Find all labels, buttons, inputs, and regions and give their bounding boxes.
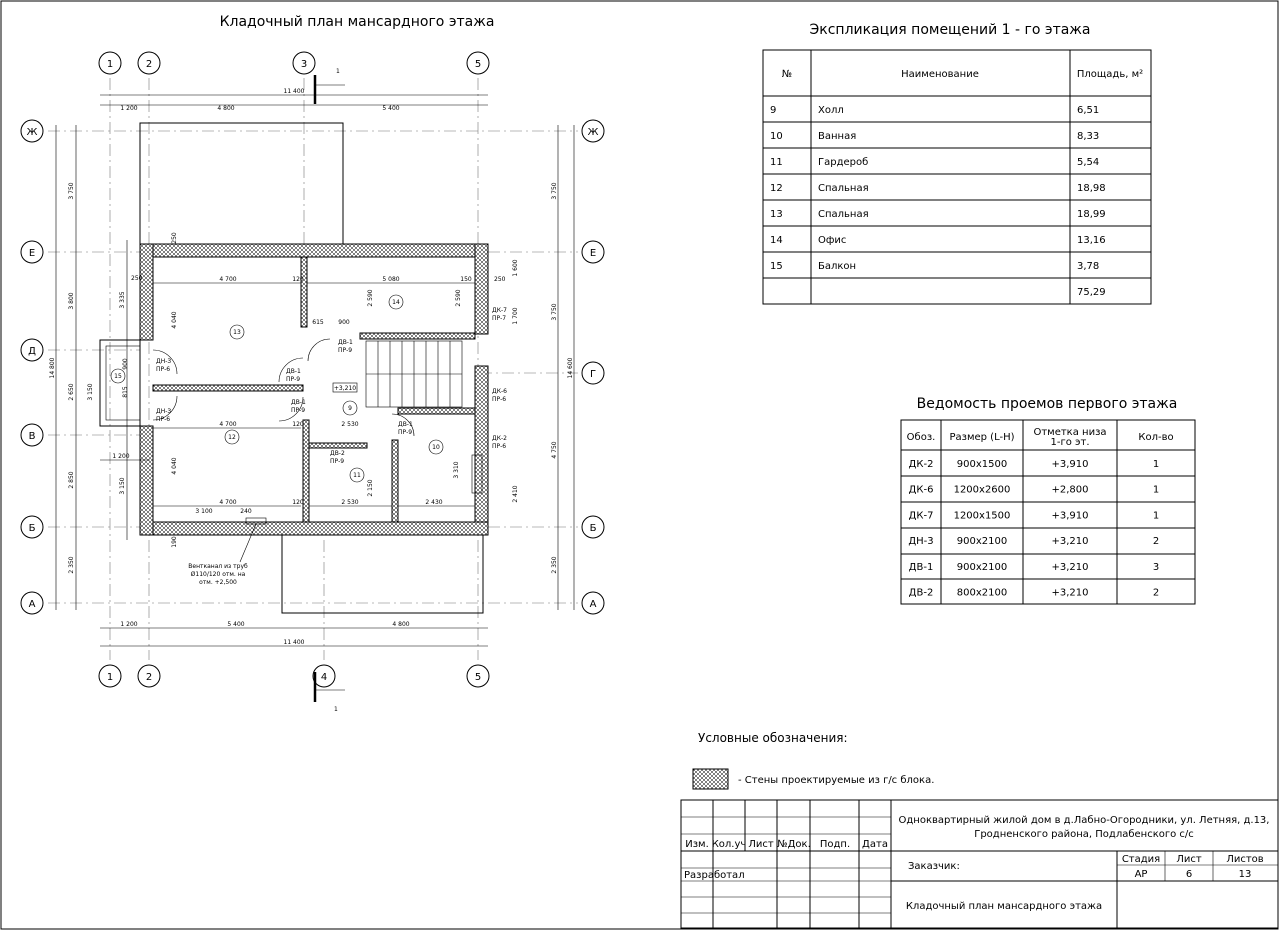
openings-cell: +3,210 [1051, 536, 1089, 548]
opening-label: ДН-3 [156, 408, 172, 415]
openings-cell: +3,910 [1051, 459, 1089, 470]
wall-north [140, 244, 488, 257]
openings-cell: ДК-2 [908, 459, 934, 470]
dim-interior: 1 600 [512, 259, 519, 277]
explication-cell: 13 [770, 209, 783, 220]
explication-cell: 9 [770, 105, 777, 116]
stamp-sheets: 13 [1238, 869, 1252, 880]
axis-label: 4 [320, 672, 328, 683]
wall-interior-11-top [309, 443, 367, 448]
stamp-developer: Разработал [684, 870, 745, 881]
opening-label: ДН-3 [156, 358, 172, 365]
dim-left-4: 2 850 [68, 471, 75, 489]
dim-interior: 150 [460, 276, 472, 283]
dim-bottom-3: 4 800 [392, 621, 410, 628]
section-label: 1 [336, 68, 340, 75]
level-mark: +3,210 [333, 385, 357, 392]
dim-interior: 900 [122, 358, 129, 370]
balcony-inner [106, 346, 140, 420]
explication-cell: Холл [818, 105, 844, 116]
opening-label: ПР-9 [330, 458, 345, 465]
explication-header: Площадь, м² [1076, 69, 1144, 80]
openings-cell: +3,210 [1051, 561, 1089, 573]
opening-label: ДК-6 [492, 388, 507, 395]
axis-label: А [28, 599, 36, 610]
opening-label: ДВ-1 [338, 339, 353, 346]
stamp-col: Изм. [685, 839, 709, 850]
explication-cell: 5,54 [1077, 157, 1100, 168]
dim-right-outer: 14 600 [567, 357, 574, 379]
dim-interior: 2 530 [341, 499, 359, 506]
room-number: 14 [392, 299, 400, 306]
explication-cell: Ванная [818, 131, 857, 142]
explication-cell: 75,29 [1077, 287, 1106, 298]
dim-bottom-1: 1 200 [120, 621, 138, 628]
wall-interior-11-west [303, 420, 309, 522]
dim-interior: 4 700 [219, 276, 237, 283]
plan-title: Кладочный план мансардного этажа [219, 14, 495, 30]
wall-west-lower [140, 426, 153, 535]
axis-label: 5 [474, 672, 482, 683]
openings-cell: 2 [1152, 587, 1160, 599]
explication-cell: Офис [818, 235, 847, 246]
axis-bubble-bottom-5 [467, 665, 489, 687]
dim-interior: 4 700 [219, 499, 237, 506]
dim-interior: 2 430 [425, 499, 443, 506]
dim-top-3: 5 400 [382, 105, 400, 112]
stamp-col: Дата [862, 839, 888, 850]
openings-cell: 800x2100 [956, 587, 1008, 599]
stamp-stage: АР [1134, 869, 1148, 880]
wall-east-upper [475, 244, 488, 334]
axis-label: 3 [300, 59, 308, 70]
axis-bubble-left-e [21, 241, 43, 263]
room-marker-15 [111, 369, 125, 383]
axis-bubble-right-b [582, 516, 604, 538]
axis-label: 1 [106, 672, 114, 683]
explication-cell: 13,16 [1077, 235, 1106, 246]
dim-interior: 2 150 [367, 479, 374, 497]
openings-cell: +2,800 [1051, 484, 1089, 496]
wall-interior-10-top [398, 408, 475, 414]
explication-header: Наименование [901, 69, 979, 80]
opening-label: ДВ-1 [286, 368, 301, 375]
dim-interior: 250 [171, 232, 178, 244]
dim-interior: 4 040 [171, 311, 178, 329]
vent-note: Вентканал из труб [188, 563, 248, 570]
openings-cell: 1200x2600 [953, 484, 1011, 496]
stair [366, 341, 462, 407]
room-marker-14 [389, 295, 403, 309]
stamp-col: Подп. [819, 839, 851, 850]
openings-cell: 900x1500 [956, 459, 1008, 470]
stamp-col: Кол.уч [711, 839, 747, 850]
explication-cell: 8,33 [1077, 131, 1100, 142]
legend [693, 731, 934, 789]
openings-cell: ДВ-2 [908, 587, 934, 599]
axis-bubble-left-b [21, 516, 43, 538]
opening-label: ПР-6 [156, 366, 171, 373]
openings-cell: 2 [1152, 536, 1160, 548]
section-mark-top [315, 68, 345, 104]
room-number: 15 [114, 373, 122, 380]
opening-label: ДК-2 [492, 435, 507, 442]
wall-west-upper [140, 244, 153, 340]
explication-cell: 11 [770, 157, 783, 168]
room-marker-13 [230, 325, 244, 339]
openings-header: Отметка низа [1033, 427, 1107, 438]
wall-interior-12-13 [153, 385, 303, 391]
axis-bubble-top-1 [99, 52, 121, 74]
axis-bubble-top-2 [138, 52, 160, 74]
openings-cell: 900x2100 [956, 561, 1008, 573]
opening-label: ПР-9 [291, 407, 306, 414]
opening-label: ПР-9 [398, 429, 413, 436]
dim-interior: 2 590 [455, 289, 462, 307]
axis-label: Г [589, 369, 597, 380]
opening-label: ПР-7 [492, 315, 507, 322]
dim-left-inner-3: 3 150 [119, 477, 126, 495]
openings-table [901, 396, 1195, 604]
dim-left-5: 2 350 [68, 556, 75, 574]
openings-header-sub: 1-го эт. [1050, 437, 1090, 448]
explication-cell: 18,98 [1077, 183, 1106, 194]
room-number: 10 [432, 444, 440, 451]
stamp-sheets-header: Листов [1226, 854, 1264, 865]
dim-interior: 190 [171, 536, 178, 548]
axis-label: Е [28, 248, 36, 259]
axis-bubble-right-zh [582, 120, 604, 142]
openings-cell: 1 [1152, 510, 1160, 522]
dim-top-1: 1 200 [120, 105, 138, 112]
floor-plan [21, 14, 604, 713]
stamp-sheet-name: Кладочный план мансардного этажа [905, 901, 1103, 912]
opening-label: ПР-6 [492, 443, 507, 450]
wall-interior-13-14 [301, 257, 307, 327]
dim-left-inner-2: 3 150 [87, 383, 94, 401]
explication-title: Экспликация помещений 1 - го этажа [809, 22, 1091, 38]
dim-interior: 120 [292, 276, 304, 283]
openings-cell: ДВ-1 [908, 561, 934, 573]
stamp-sheet: 6 [1185, 869, 1193, 880]
dim-right-3: 4 750 [551, 441, 558, 459]
explication-header: № [781, 69, 793, 80]
stamp-project-line1: Одноквартирный жилой дом в д.Лабно-Огородники, ул. Летняя, д.13, [898, 815, 1270, 826]
dim-interior: 615 [312, 319, 324, 326]
room-marker-12 [225, 430, 239, 444]
dim-left-3: 2 650 [68, 383, 75, 401]
wall-south [140, 522, 488, 535]
opening-label: ПР-9 [338, 347, 353, 354]
openings-cell: 3 [1152, 561, 1160, 573]
stamp-customer: Заказчик: [908, 861, 960, 872]
stamp-sheet-header: Лист [1176, 854, 1202, 865]
axis-bubble-bottom-1 [99, 665, 121, 687]
dim-interior: 4 700 [219, 421, 237, 428]
axis-bubble-right-g [582, 362, 604, 384]
legend-hatch-swatch [693, 769, 728, 789]
dim-interior: 2 410 [512, 485, 519, 503]
openings-cell: 1 [1152, 459, 1160, 470]
explication-cell: 6,51 [1077, 105, 1100, 116]
axis-label: А [589, 599, 597, 610]
dim-interior: 250 [494, 276, 506, 283]
explication-cell: Гардероб [818, 157, 869, 168]
axis-bubble-bottom-2 [138, 665, 160, 687]
wall-east-lower [475, 366, 488, 522]
vent-note: Ø110/120 отм. на [190, 571, 246, 578]
axis-label: 5 [474, 59, 482, 70]
opening-label: ДВ-1 [398, 421, 413, 428]
axis-label: 2 [145, 59, 153, 70]
dim-bottom-total: 11 400 [283, 639, 305, 646]
axis-label: Б [589, 523, 597, 534]
axis-label: 2 [145, 672, 153, 683]
legend-item: - Стены проектируемые из г/с блока. [738, 775, 935, 786]
opening-label: ПР-6 [492, 396, 507, 403]
explication-cell: 18,99 [1077, 209, 1106, 220]
dim-interior: 250 [131, 275, 143, 282]
dim-interior: 4 040 [171, 457, 178, 475]
openings-rows [908, 459, 1159, 599]
axis-bubble-right-e [582, 241, 604, 263]
dim-interior: 2 530 [341, 421, 359, 428]
opening-label: ПР-9 [286, 376, 301, 383]
explication-table [763, 22, 1151, 304]
legend-title: Условные обозначения: [698, 731, 848, 745]
opening-label: ПР-6 [156, 416, 171, 423]
dim-interior: 815 [122, 386, 129, 398]
axis-label: Ж [587, 127, 599, 138]
explication-cell: 15 [770, 261, 783, 272]
openings-title: Ведомость проемов первого этажа [916, 396, 1178, 412]
dim-left-inner-1: 3 335 [119, 291, 126, 309]
axis-bubble-bottom-4 [313, 665, 335, 687]
axis-bubble-left-a [21, 592, 43, 614]
dim-right-2: 3 750 [551, 303, 558, 321]
dim-interior: 1 200 [112, 453, 130, 460]
explication-cell: Спальная [818, 209, 869, 220]
axis-label: 1 [106, 59, 114, 70]
room-marker-10 [429, 440, 443, 454]
section-label: 1 [334, 706, 338, 713]
openings-cell: +3,210 [1051, 587, 1089, 599]
explication-cell: 3,78 [1077, 261, 1100, 272]
dim-interior: 5 080 [382, 276, 400, 283]
opening-label: ДВ-2 [330, 450, 345, 457]
room-number: 12 [228, 434, 236, 441]
room-marker-9 [343, 401, 357, 415]
explication-cell: Спальная [818, 183, 869, 194]
section-mark-bottom [315, 672, 345, 713]
dim-interior: 2 590 [367, 289, 374, 307]
openings-header: Кол-во [1138, 432, 1174, 443]
title-block [681, 800, 1278, 928]
dim-right-1: 3 750 [551, 182, 558, 200]
axis-bubble-right-a [582, 592, 604, 614]
door-swing-dv1-c [308, 339, 330, 361]
room-marker-11 [350, 468, 364, 482]
openings-cell: 1200x1500 [953, 510, 1011, 522]
roof-outline-bottom [282, 535, 483, 613]
openings-cell: ДК-7 [908, 510, 934, 522]
dim-interior: 1 700 [512, 307, 519, 325]
stamp-project-line2: Гродненского района, Подлабенского с/с [974, 829, 1194, 840]
dim-left-outer: 14 800 [49, 357, 56, 379]
dim-left-2: 3 800 [68, 292, 75, 310]
wall-interior-stair-top [360, 333, 475, 339]
stamp-col: №Док. [777, 839, 811, 850]
openings-header: Размер (L-H) [949, 432, 1015, 443]
dim-interior: 3 310 [453, 461, 460, 479]
axis-label: В [28, 431, 36, 442]
dim-top-2: 4 800 [217, 105, 235, 112]
explication-cell: 10 [770, 131, 783, 142]
roof-outline-top [140, 123, 343, 245]
wall-interior-11-10 [392, 440, 398, 522]
room-number: 13 [233, 329, 241, 336]
axis-label: Д [28, 346, 36, 357]
explication-cell: Балкон [818, 261, 857, 272]
axis-bubble-left-d [21, 339, 43, 361]
vent-note: отм. +2,500 [199, 579, 237, 586]
axis-bubble-top-5 [467, 52, 489, 74]
openings-cell: ДК-6 [908, 484, 934, 496]
explication-cell: 12 [770, 183, 783, 194]
dim-interior: 120 [292, 499, 304, 506]
openings-header: Обоз. [906, 432, 936, 443]
dim-bottom-2: 5 400 [227, 621, 245, 628]
axis-bubble-left-zh [21, 120, 43, 142]
axis-label: Ж [26, 127, 38, 138]
openings-cell: 900x2100 [956, 536, 1008, 548]
axis-label: Е [589, 248, 597, 259]
room-number: 9 [348, 405, 352, 412]
openings-cell: +3,910 [1051, 510, 1089, 522]
dim-interior: 240 [240, 508, 252, 515]
opening-label: ДВ-1 [291, 399, 306, 406]
stamp-col: Лист [748, 839, 774, 850]
opening-label: ДК-7 [492, 307, 507, 314]
dim-top-total: 11 400 [283, 88, 305, 95]
openings-cell: ДН-3 [908, 536, 934, 548]
dim-left-1: 3 750 [68, 182, 75, 200]
explication-cell: 14 [770, 235, 783, 246]
dim-interior: 3 100 [195, 508, 213, 515]
room-number: 11 [353, 472, 361, 479]
dim-interior: 900 [338, 319, 350, 326]
explication-rows [770, 105, 1106, 298]
axis-bubble-top-3 [293, 52, 315, 74]
dim-right-4: 2 350 [551, 556, 558, 574]
axis-bubble-left-v [21, 424, 43, 446]
dim-interior: 120 [292, 421, 304, 428]
stamp-stage-header: Стадия [1121, 854, 1161, 865]
openings-cell: 1 [1152, 484, 1160, 496]
axis-label: Б [28, 523, 36, 534]
